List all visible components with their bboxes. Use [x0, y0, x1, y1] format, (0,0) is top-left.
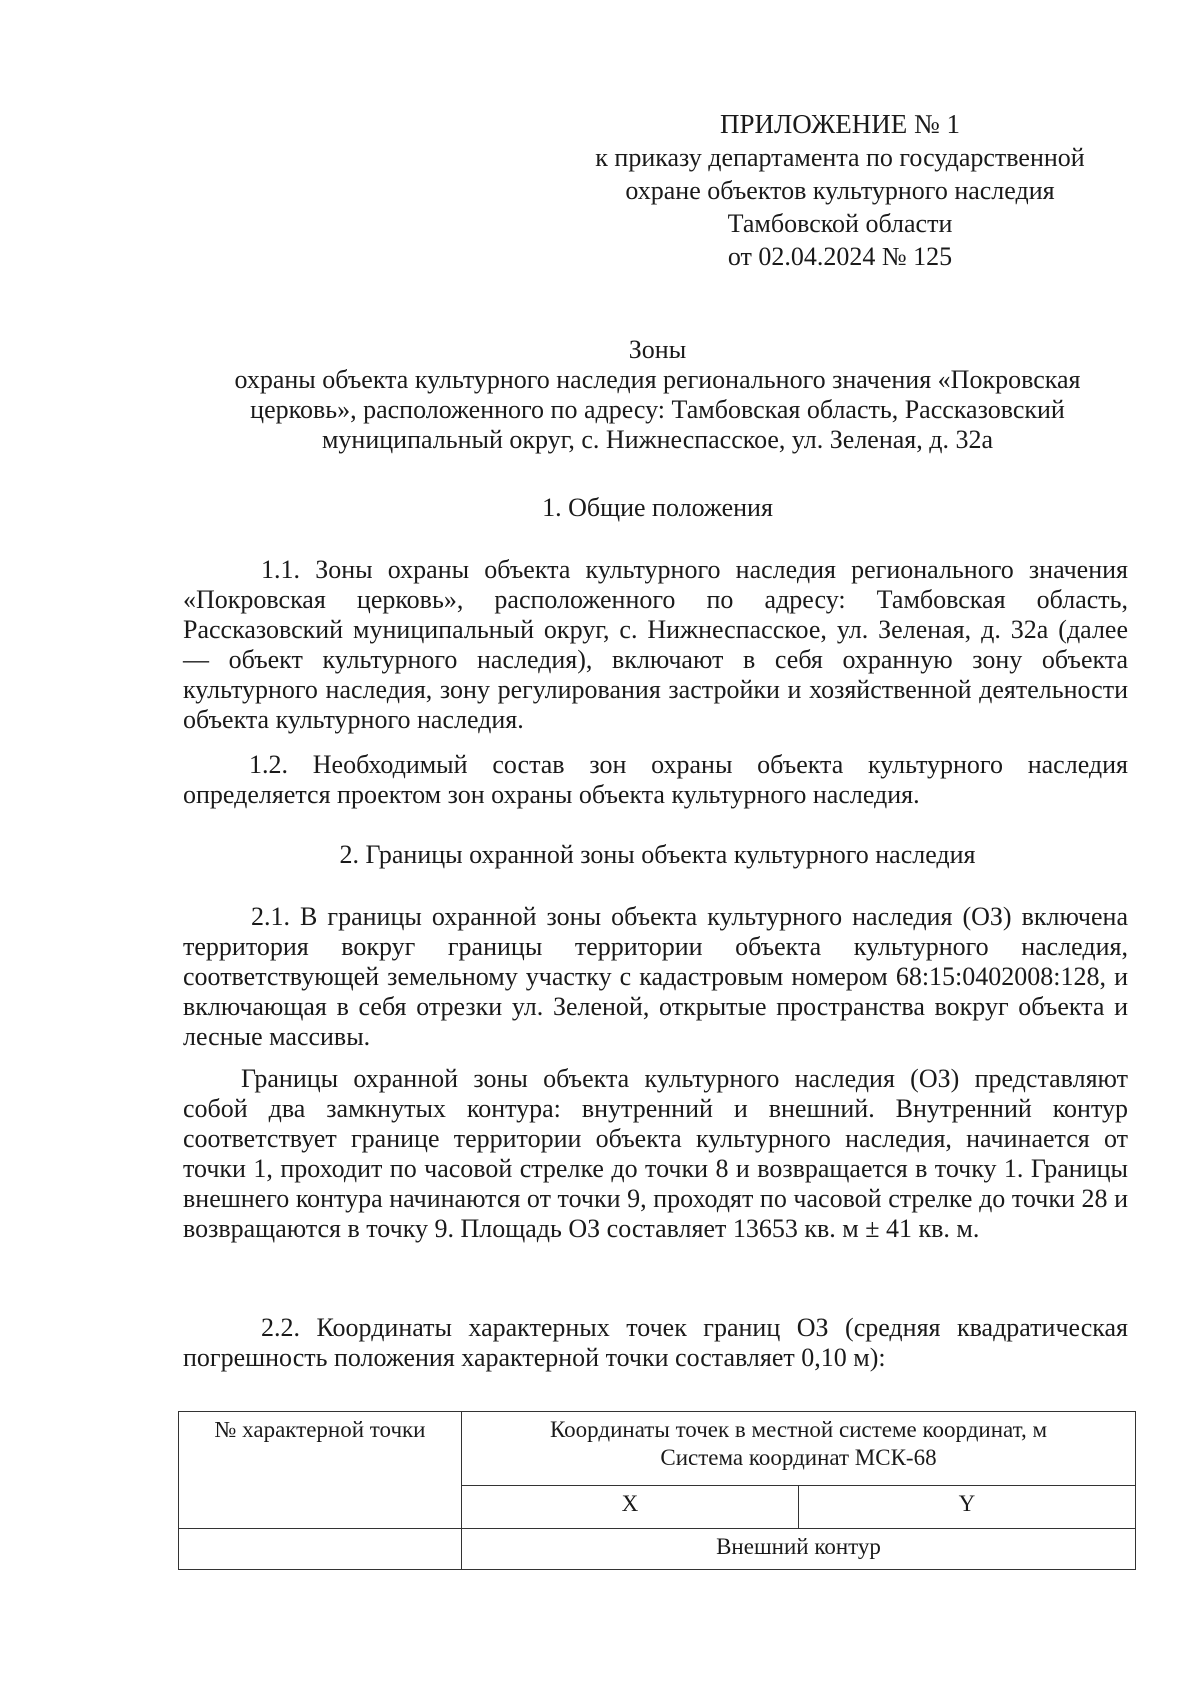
- appendix-line: к приказу департамента по государственной: [595, 143, 1085, 172]
- appendix-block: [560, 108, 1120, 273]
- table-header-row: [179, 1412, 1136, 1486]
- section-2-heading: 2. Границы охранной зоны объекта культурного наследия: [339, 840, 976, 869]
- title-line: охраны объекта культурного наследия регионального значения «Покровская: [234, 365, 1081, 394]
- header-x: X: [462, 1486, 799, 1529]
- title-word: Зоны: [628, 335, 687, 364]
- coordinates-table: [178, 1411, 1136, 1570]
- title-line: муниципальный округ, с. Нижнеспасское, ул. Зеленая, д. 32а: [321, 425, 994, 454]
- table-cell-outer-contour: Внешний контур: [462, 1529, 1136, 1570]
- paragraph-1-1: 1.1. Зоны охраны объекта культурного наследия регионального значения «Покровская церковь», расположенного по адресу: Тамбовская область, Рассказовский муниципальный округ, с. Нижнеспасское, ул. Зеленая, д. 32а (далее — объект культурного наследия), включают в себя охранную зону объекта культурного наследия, зону регулирования застройки и хозяйственной деятельности объекта культурного наследия.: [183, 555, 1128, 734]
- paragraph-2-1-boundaries: Границы охранной зоны объекта культурного наследия (ОЗ) представляют собой два замкнутых контура: внутренний и внешний. Внутренний контур соответствует границе территории объекта культурного наследия, начинается от точки 1, проходит по часовой стрелке до точки 8 и возвращается в точку 1. Границы внешнего контура начинаются от точки 9, проходят по часовой стрелке до точки 28 и возвращаются в точку 9. Площадь ОЗ составляет 13653 кв. м ± 41 кв. м.: [183, 1064, 1128, 1243]
- table-row: [179, 1529, 1136, 1570]
- document-title: [190, 335, 1125, 455]
- appendix-title: ПРИЛОЖЕНИЕ № 1: [719, 109, 961, 139]
- appendix-line: от 02.04.2024 № 125: [727, 242, 953, 271]
- paragraph-1-2: 1.2. Необходимый состав зон охраны объекта культурного наследия определяется проектом зон охраны объекта культурного наследия.: [183, 750, 1128, 809]
- paragraph-2-1: 2.1. В границы охранной зоны объекта культурного наследия (ОЗ) включена территория вокруг границы территории объекта культурного наследия, соответствующей земельному участку с кадастровым номером 68:15:0402008:128, и включающая в себя отрезки ул. Зеленой, открытые пространства вокруг объекта и лесные массивы.: [183, 902, 1128, 1051]
- header-coordinates-line: Система координат МСК-68: [660, 1445, 937, 1470]
- header-coordinates: [462, 1412, 1136, 1486]
- header-point-number: № характерной точки: [179, 1412, 462, 1529]
- header-y: Y: [798, 1486, 1135, 1529]
- header-coordinates-line: Координаты точек в местной системе координат, м: [549, 1417, 1047, 1442]
- section-1-heading: 1. Общие положения: [542, 493, 773, 522]
- table-cell-empty: [179, 1529, 462, 1570]
- paragraph-2-2: 2.2. Координаты характерных точек границ ОЗ (средняя квадратическая погрешность положения характерной точки составляет 0,10 м):: [183, 1313, 1128, 1372]
- title-line: церковь», расположенного по адресу: Тамбовская область, Рассказовский: [250, 395, 1065, 424]
- appendix-line: Тамбовской области: [727, 209, 953, 238]
- appendix-line: охране объектов культурного наследия: [625, 176, 1055, 205]
